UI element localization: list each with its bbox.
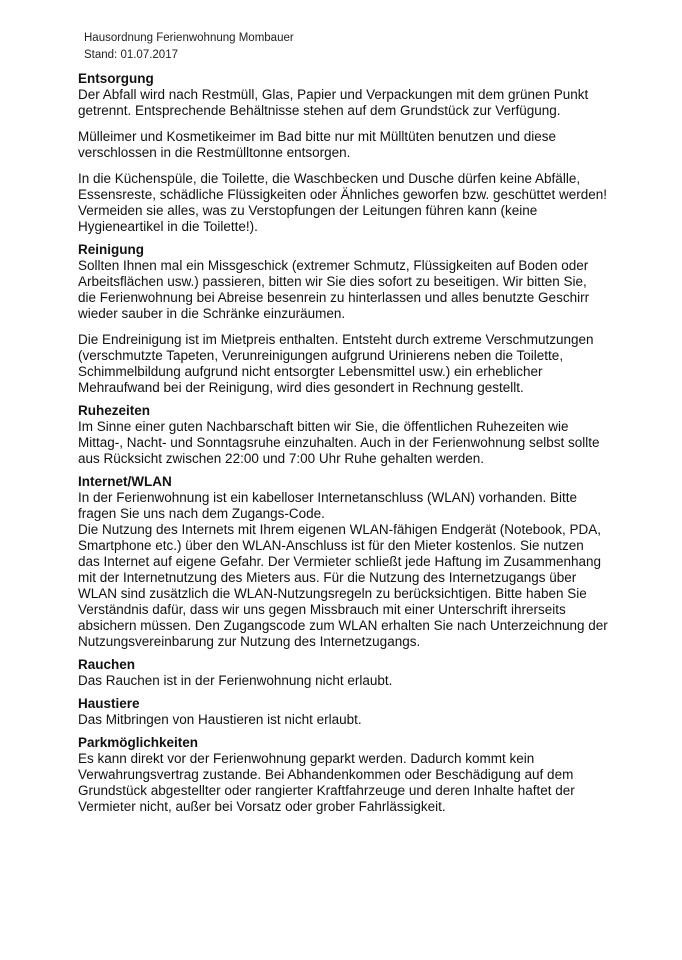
paragraph: Sollten Ihnen mal ein Missgeschick (extremer Schmutz, Flüssigkeiten auf Boden oder Arbeitsflächen usw.) passieren, bitten wir Sie dies sofort zu beseitigen. Wir bitten Sie, die Ferienwohnung bei Abreise besenrein zu hinterlassen und alles benutzte Geschirr wieder sauber in die Schränke einzuräumen. <box>78 258 590 321</box>
paragraph: In die Küchenspüle, die Toilette, die Waschbecken und Dusche dürfen keine Abfälle, Essensreste, schädliche Flüssigkeiten oder Ähnliches geworfen bzw. geschüttet werden! Vermeiden sie alles, was zu Verstopfungen der Leitungen führen kann (keine Hygieneartikel in die Toilette!). <box>78 171 608 234</box>
paragraph: Im Sinne einer guten Nachbarschaft bitten wir Sie, die öffentlichen Ruhezeiten wie Mittag-, Nacht- und Sonntagsruhe einzuhalten. Auch in der Ferienwohnung selbst sollte aus Rücksicht zwischen 22:00 und 7:00 Uhr Ruhe gehalten werden. <box>78 419 600 466</box>
heading-entsorgung: Entsorgung <box>78 71 154 86</box>
heading-parken: Parkmöglichkeiten <box>78 735 199 750</box>
paragraph: Mülleimer und Kosmetikeimer im Bad bitte nur mit Mülltüten benutzen und diese verschlossen in die Restmülltonne entsorgen. <box>78 129 556 160</box>
paragraph: Es kann direkt vor der Ferienwohnung geparkt werden. Dadurch kommt kein Verwahrungsvertrag zustande. Bei Abhandenkommen oder Beschädigung auf dem Grundstück abgestellter oder rangierter Kraftfahrzeuge und deren Inhalte haftet der Vermieter nicht, außer bei Vorsatz oder grober Fahrlässigkeit. <box>78 751 575 814</box>
section-rauchen <box>78 656 608 689</box>
section-reinigung <box>78 241 608 396</box>
heading-ruhezeiten: Ruhezeiten <box>78 403 151 418</box>
paragraph: Das Mitbringen von Haustieren ist nicht erlaubt. <box>78 712 362 727</box>
paragraph: In der Ferienwohnung ist ein kabelloser Internetanschluss (WLAN) vorhanden. Bitte fragen Sie uns nach dem Zugangs-Code. <box>78 490 578 521</box>
header-date: Stand: 01.07.2017 <box>84 49 178 61</box>
heading-internet: Internet/WLAN <box>78 474 172 489</box>
section-internet <box>78 473 608 650</box>
heading-reinigung: Reinigung <box>78 242 144 257</box>
heading-haustiere: Haustiere <box>78 696 140 711</box>
section-entsorgung <box>78 70 608 235</box>
section-parken <box>78 734 608 815</box>
paragraph: Die Endreinigung ist im Mietpreis enthalten. Entsteht durch extreme Verschmutzungen (verschmutzte Tapeten, Verunreinigungen aufgrund Urinierens neben die Toilette, Schimmelbildung aufgrund nicht entsorgter Lebensmittel usw.) ein erheblicher Mehraufwand bei der Reinigung, wird dies gesondert in Rechnung gestellt. <box>78 332 594 395</box>
heading-rauchen: Rauchen <box>78 657 136 672</box>
document-body <box>78 70 608 815</box>
section-haustiere <box>78 695 608 728</box>
paragraph: Die Nutzung des Internets mit Ihrem eigenen WLAN-fähigen Endgerät (Notebook, PDA, Smartphone etc.) über den WLAN-Anschluss ist für den Mieter kostenlos. Sie nutzen das Internet auf eigene Gefahr. Der Vermieter schließt jede Haftung im Zusammenhang mit der Internetnutzung des Mieters aus. Für die Nutzung des Internetzugangs über WLAN sind zusätzlich die WLAN-Nutzungsregeln zu berücksichtigen. Bitte haben Sie Verständnis dafür, dass wir uns gegen Missbrauch mit einer Unterschrift ihrerseits absichern müssen. Den Zugangscode zum WLAN erhalten Sie nach Unterzeichnung der Nutzungsvereinbarung zur Nutzung des Internetzugangs. <box>78 522 608 649</box>
section-ruhezeiten <box>78 402 608 467</box>
document-header <box>84 30 294 64</box>
paragraph: Das Rauchen ist in der Ferienwohnung nicht erlaubt. <box>78 673 393 688</box>
header-title: Hausordnung Ferienwohnung Mombauer <box>84 32 294 44</box>
paragraph: Der Abfall wird nach Restmüll, Glas, Papier und Verpackungen mit dem grünen Punkt getrennt. Entsprechende Behältnisse stehen auf dem Grundstück zur Verfügung. <box>78 87 589 118</box>
